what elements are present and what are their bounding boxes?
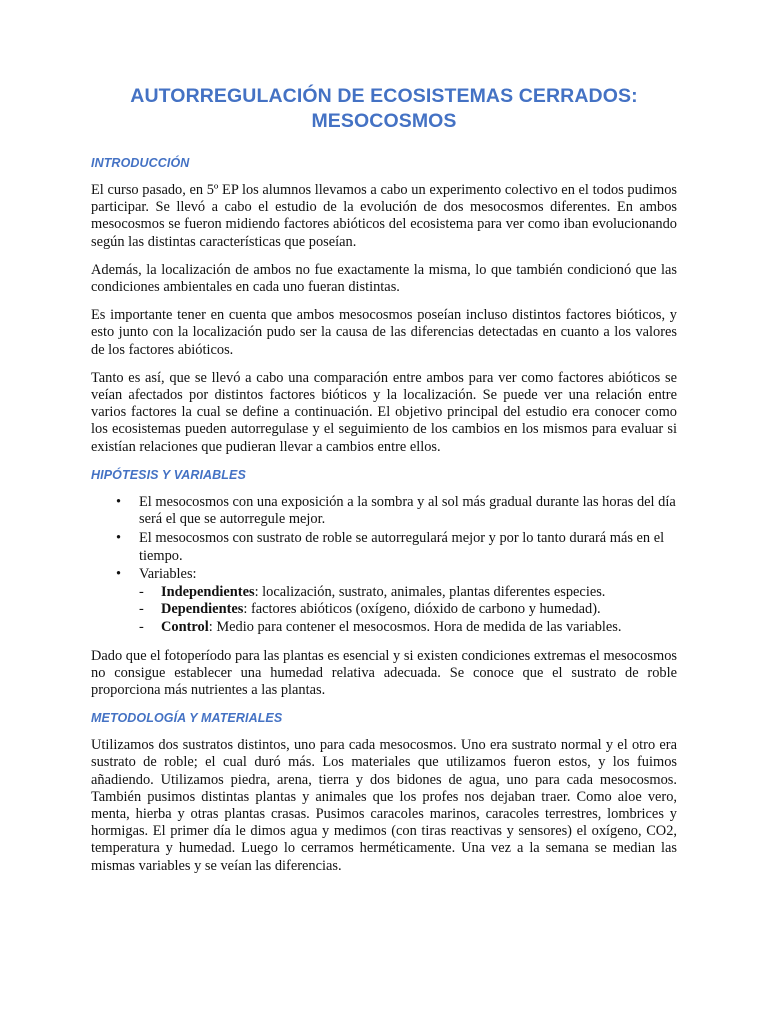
dash-icon: -: [139, 619, 144, 635]
variables-label: Variables:: [139, 566, 197, 583]
variable-term-control: Control: [161, 619, 209, 635]
variable-item: [139, 584, 677, 602]
section-heading-introduccion: INTRODUCCIÓN: [91, 156, 190, 170]
paragraph-metodologia: Utilizamos dos sustratos distintos, uno para cada mesocosmos. Uno era sustrato normal y el otro era sustrato de roble; el cual duró más. Los materiales que utilizamos fueron estos, y los fuimos añadiendo. Utilizamos piedra, arena, tierra y dos bidones de agua, uno para cada mesocosmos. También pusimos distintas plantas y animales que los profes nos dejaban traer. Como aloe vero, menta, hierba y otras plantas crasas. Pusimos caracoles marinos, caracoles terrestres, lombrices y hormigas. El primer día le dimos agua y medimos (con tiras reactivas y sensores) el oxígeno, CO2, temperatura y humedad. Luego lo cerramos herméticamente. Una vez a la semana se median las mismas variables y se veían las diferencias.: [91, 737, 677, 874]
variable-desc-control: : Medio para contener el mesocosmos. Hora de medida de las variables.: [208, 619, 622, 635]
variable-item: [139, 601, 677, 619]
hypothesis-text-2: El mesocosmos con sustrato de roble se autorregulará mejor y por lo tanto durará más en el tiempo.: [139, 530, 665, 564]
variable-desc-dependientes: : factores abióticos (oxígeno, dióxido de carbono y humedad).: [243, 601, 601, 618]
paragraph-intro-1: El curso pasado, en 5º EP los alumnos llevamos a cabo un experimento colectivo en el todos pudimos participar. Se llevó a cabo el estudio de la evolución de dos mesocosmos diferentes. En ambos mesocosmos se fueron midiendo factores abióticos del ecosistema para ver como iban evolucionando según las distintas características que poseían.: [91, 182, 677, 250]
list-item: [91, 530, 677, 565]
dash-icon: -: [139, 583, 144, 600]
section-introduccion: [91, 155, 677, 456]
section-hipotesis: [91, 467, 677, 699]
variable-term-dependientes: Dependientes: [161, 601, 244, 618]
variable-desc-independientes: : localización, sustrato, animales, plantas diferentes especies.: [254, 583, 606, 600]
section-heading-metodologia: METODOLOGÍA Y MATERIALES: [91, 711, 283, 726]
paragraph-intro-2: Además, la localización de ambos no fue exactamente la misma, lo que también condicionó que las condiciones ambientales en cada uno fueran distintas.: [91, 261, 677, 296]
hypothesis-text-1: El mesocosmos con una exposición a la sombra y al sol más gradual durante las horas del día será el que se autorregule mejor.: [139, 493, 676, 528]
bullet-icon: •: [116, 566, 122, 583]
variables-list: [139, 584, 677, 637]
paragraph-intro-3: Es importante tener en cuenta que ambos mesocosmos poseían incluso distintos factores bióticos, y esto junto con la localización pudo ser la causa de las diferencias detectadas en cuanto a los valores de los factores abióticos.: [91, 307, 677, 358]
dash-icon: -: [139, 601, 144, 618]
bullet-icon: •: [116, 530, 122, 547]
bullet-icon: •: [116, 493, 122, 510]
section-heading-hipotesis: HIPÓTESIS Y VARIABLES: [91, 467, 246, 482]
variable-item: [139, 619, 677, 637]
list-item: [91, 566, 677, 636]
section-metodologia: [91, 710, 677, 875]
variable-term-independientes: Independientes: [161, 583, 255, 600]
document-title: [91, 84, 677, 134]
document-title-line-2: MESOCOSMOS: [311, 110, 457, 132]
paragraph-hipotesis: Dado que el fotoperíodo para las plantas es esencial y si existen condiciones extremas el mesocosmos no consigue establecer una humedad relativa adecuada. Se conoce que el sustrato de roble proporciona más nutrientes a las plantas.: [91, 647, 677, 698]
hypothesis-list: [91, 494, 677, 637]
document-title-line-1: AUTORREGULACIÓN DE ECOSISTEMAS CERRADOS:: [130, 85, 638, 107]
list-item: [91, 494, 677, 529]
paragraph-intro-4: Tanto es así, que se llevó a cabo una comparación entre ambos para ver como factores abióticos se veían afectados por distintos factores bióticos y la localización. Se puede ver una relación entre varios factores la cual se define a continuación. El objetivo principal del estudio era conocer como los ecosistemas pueden autorregulase y el seguimiento de los cambios en los mismos para evaluar si existían relaciones que pudieran llevar a cambios entre ellos.: [91, 369, 677, 455]
